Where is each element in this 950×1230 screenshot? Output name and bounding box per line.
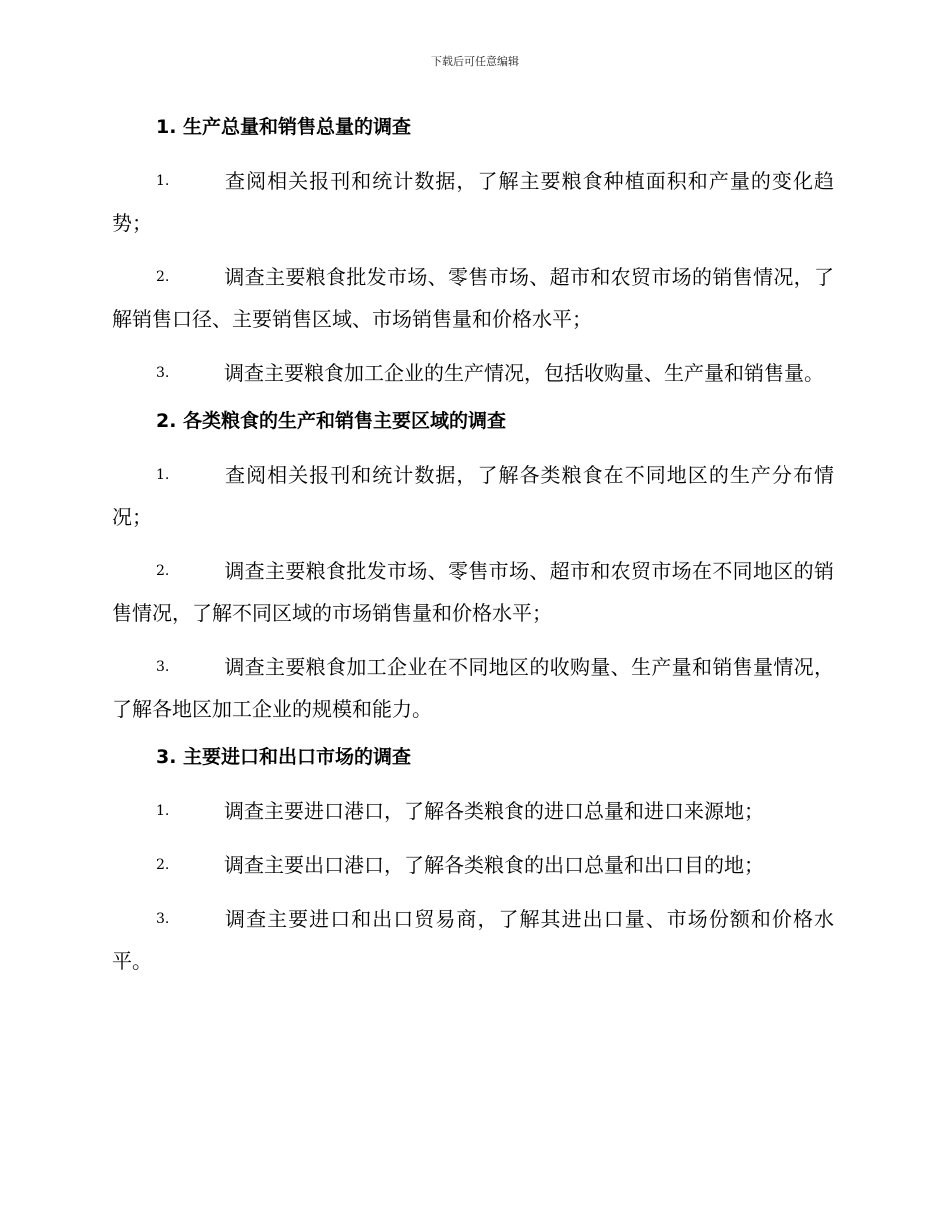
list-item-number: 3. — [156, 365, 170, 381]
list-item-text: 调查主要粮食批发市场、零售市场、超市和农贸市场在不同地区的销售情况，了解不同区域的市场销售量和价格水平； — [112, 559, 834, 625]
list-item — [112, 550, 834, 634]
list-item — [112, 898, 834, 982]
list-item-number: 2. — [156, 269, 170, 285]
list-item-text: 调查主要进口港口，了解各类粮食的进口总量和进口来源地； — [224, 799, 764, 823]
list-item-number: 3. — [156, 911, 170, 927]
section-title: 1. 生产总量和销售总量的调查 — [156, 116, 412, 138]
list-item-text: 调查主要粮食加工企业的生产情况，包括收购量、生产量和销售量。 — [224, 361, 824, 385]
list-item-number: 2. — [156, 857, 170, 873]
section-title: 2. 各类粮食的生产和销售主要区域的调查 — [156, 410, 507, 432]
document-body — [112, 112, 834, 994]
list-item-text: 调查主要粮食批发市场、零售市场、超市和农贸市场的销售情况，了解销售口径、主要销售区域、市场销售量和价格水平； — [112, 265, 834, 331]
section-production-sales-total — [112, 112, 834, 394]
list-item — [112, 160, 834, 244]
section-regional-production-sales — [112, 406, 834, 730]
list-item — [112, 646, 834, 730]
list-item — [112, 844, 834, 886]
list-item-number: 3. — [156, 659, 170, 675]
list-item — [112, 352, 834, 394]
list-item — [112, 790, 834, 832]
list-item-text: 调查主要出口港口，了解各类粮食的出口总量和出口目的地； — [224, 853, 764, 877]
page-header-note: 下载后可任意编辑 — [431, 55, 519, 68]
list-item — [112, 256, 834, 340]
list-item-number: 1. — [156, 467, 170, 483]
list-item-text: 查阅相关报刊和统计数据，了解主要粮食种植面积和产量的变化趋势； — [112, 169, 834, 235]
list-item-number: 1. — [156, 173, 170, 189]
list-item — [112, 454, 834, 538]
list-item-number: 2. — [156, 563, 170, 579]
section-import-export-markets — [112, 742, 834, 982]
list-item-number: 1. — [156, 803, 170, 819]
list-item-text: 调查主要粮食加工企业在不同地区的收购量、生产量和销售量情况，了解各地区加工企业的规模和能力。 — [112, 655, 834, 721]
list-item-text: 查阅相关报刊和统计数据，了解各类粮食在不同地区的生产分布情况； — [112, 463, 834, 529]
section-title: 3. 主要进口和出口市场的调查 — [156, 746, 412, 768]
list-item-text: 调查主要进口和出口贸易商，了解其进出口量、市场份额和价格水平。 — [112, 907, 834, 973]
